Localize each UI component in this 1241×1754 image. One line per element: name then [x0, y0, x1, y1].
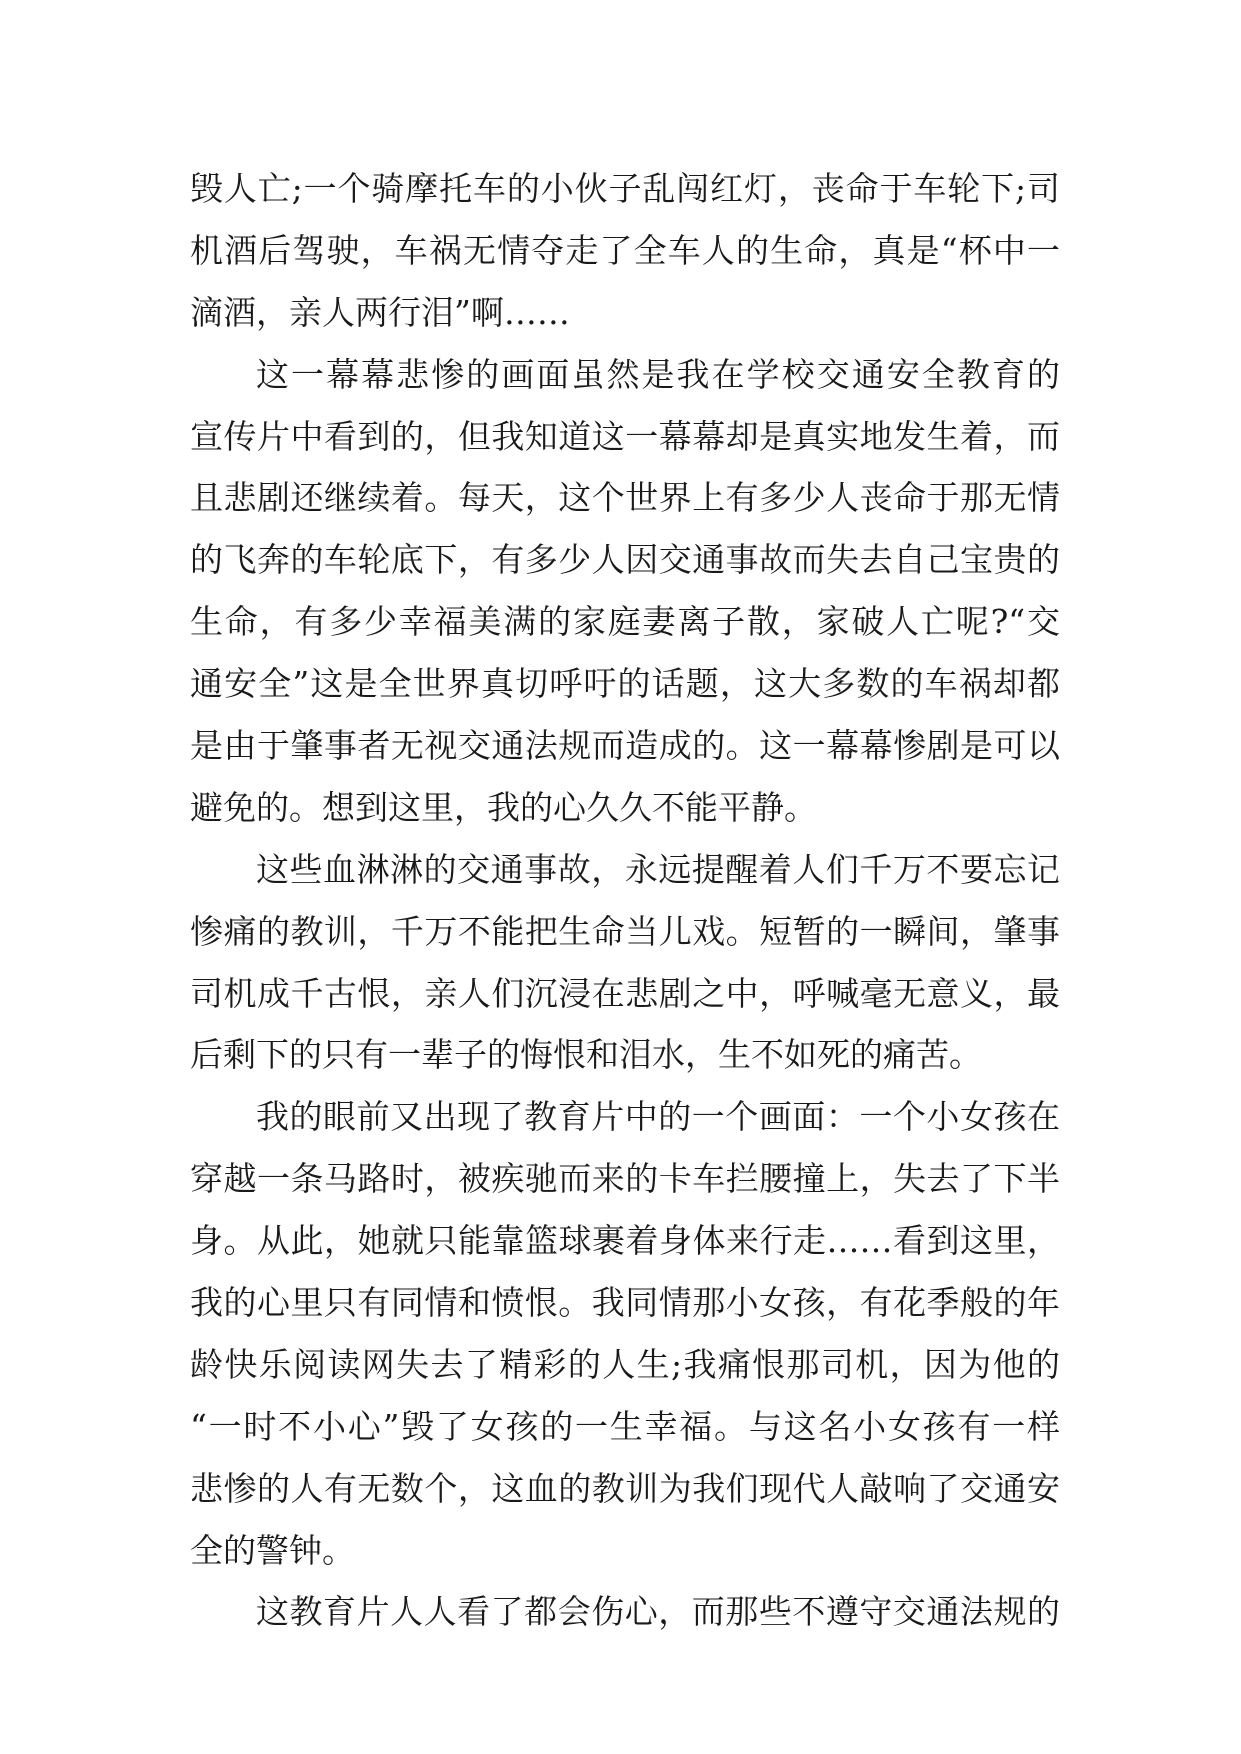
text-line: 的飞奔的车轮底下，有多少人因交通事故而失去自己宝贵的: [190, 540, 1060, 580]
text-line: 宣传片中看到的，但我知道这一幕幕却是真实地发生着，而: [190, 416, 1060, 456]
text-line: 机酒后驾驶，车祸无情夺走了全车人的生命，真是“杯中一: [190, 230, 1060, 270]
document-body: [190, 158, 1060, 1643]
text-line: 滴酒，亲人两行泪”啊……: [190, 292, 570, 332]
text-line: 避免的。想到这里，我的心久久不能平静。: [190, 787, 817, 827]
paragraph-5: [190, 1581, 1060, 1643]
text-line: 这一幕幕悲惨的画面虽然是我在学校交通安全教育的: [256, 354, 1060, 394]
text-line: 这教育片人人看了都会伤心，而那些不遵守交通法规的: [256, 1592, 1060, 1632]
paragraph-3: [190, 839, 1060, 1087]
text-line: 穿越一条马路时，被疾驰而来的卡车拦腰撞上，失去了下半: [190, 1159, 1060, 1199]
text-line: 全的警钟。: [190, 1530, 355, 1570]
text-line: 毁人亡;一个骑摩托车的小伙子乱闯红灯，丧命于车轮下;司: [190, 169, 1060, 208]
paragraph-2: [190, 344, 1060, 839]
text-line: 这些血淋淋的交通事故，永远提醒着人们千万不要忘记: [256, 849, 1060, 889]
paragraph-1: [190, 158, 1060, 344]
text-line: “一时不小心”毁了女孩的一生幸福。与这名小女孩有一样: [190, 1406, 1060, 1446]
paragraph-4: [190, 1086, 1060, 1581]
text-line: 悲惨的人有无数个，这血的教训为我们现代人敲响了交通安: [190, 1468, 1060, 1508]
text-line: 我的心里只有同情和愤恨。我同情那小女孩，有花季般的年: [190, 1283, 1060, 1323]
text-line: 是由于肇事者无视交通法规而造成的。这一幕幕惨剧是可以: [190, 726, 1060, 766]
text-line: 通安全”这是全世界真切呼吁的话题，这大多数的车祸却都: [190, 664, 1060, 704]
text-line: 且悲剧还继续着。每天，这个世界上有多少人丧命于那无情: [190, 478, 1060, 518]
text-line: 司机成千古恨，亲人们沉浸在悲剧之中，呼喊毫无意义，最: [190, 973, 1060, 1013]
text-line: 身。从此，她就只能靠篮球裹着身体来行走……看到这里，: [190, 1221, 1060, 1261]
text-line: 龄快乐阅读网失去了精彩的人生;我痛恨那司机，因为他的: [190, 1344, 1060, 1384]
text-line: 生命，有多少幸福美满的家庭妻离子散，家破人亡呢?“交: [190, 602, 1060, 642]
text-line: 惨痛的教训，千万不能把生命当儿戏。短暂的一瞬间，肇事: [190, 911, 1060, 951]
text-line: 后剩下的只有一辈子的悔恨和泪水，生不如死的痛苦。: [190, 1035, 982, 1075]
text-line: 我的眼前又出现了教育片中的一个画面：一个小女孩在: [256, 1097, 1060, 1137]
